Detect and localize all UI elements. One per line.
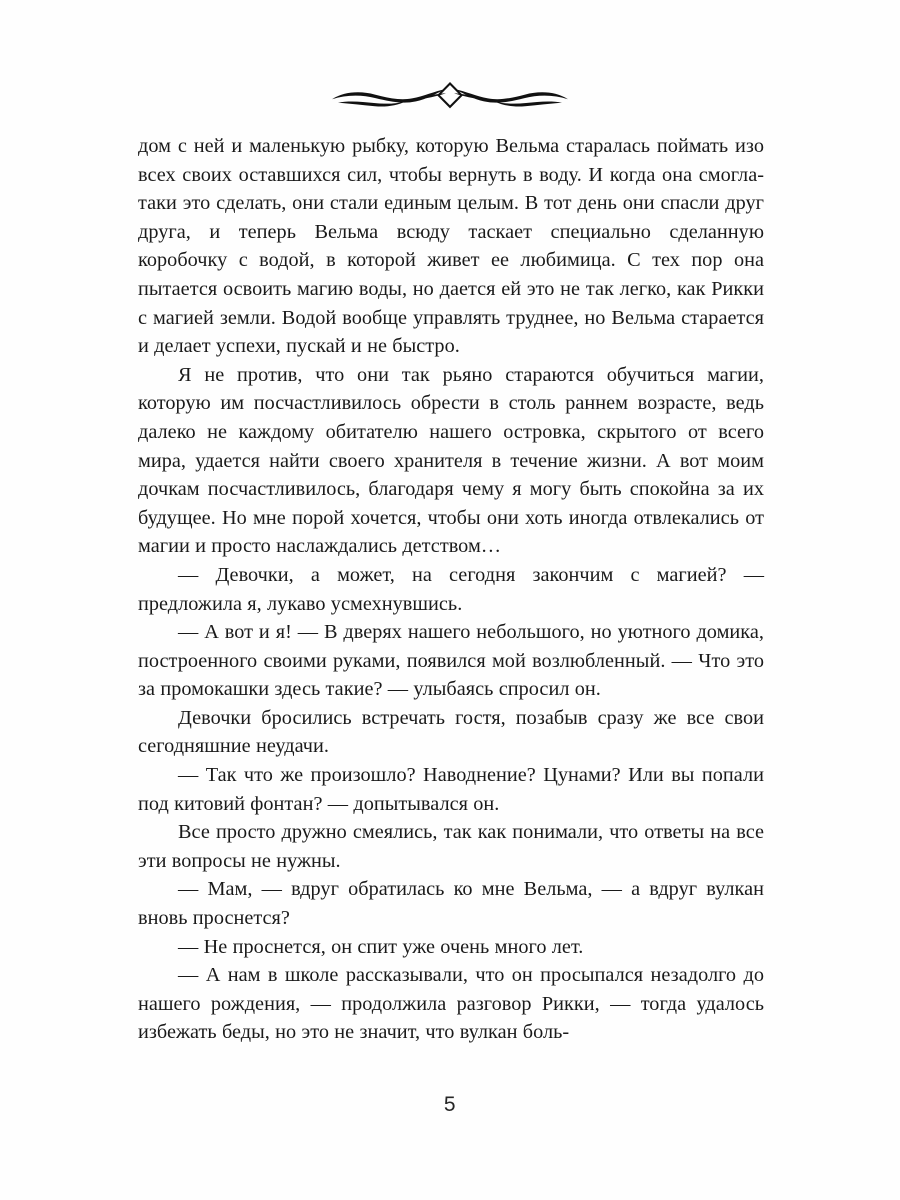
ornament-divider [0,72,900,118]
paragraph: — Девочки, а может, на сегодня закончим с магией? — предложила я, лукаво усмехнувшись. [138,563,764,615]
paragraph: Я не против, что они так рьяно стараются обучиться магии, которую им посчастливилось обрести в столь раннем возрасте, ведь далеко не каждому обитателю нашего островка, скрытого от всего мира, удается найти своего хранителя в течение жизни. А вот моим дочкам посчастливилось, благодаря чему я могу быть спокойна за их будущее. Но мне порой хочется, чтобы они хоть иногда отвлекались от магии и просто наслаждались детством… [138,363,764,558]
paragraph: Девочки бросились встречать гостя, позабыв сразу же все свои сегодняшние неудачи. [138,706,764,758]
diamond-icon [439,84,462,107]
flourish-icon [330,78,570,112]
body-text [138,132,764,1047]
paragraph: Все просто дружно смеялись, так как понимали, что ответы на все эти вопросы не нужны. [138,821,764,872]
page-number: 5 [443,1093,457,1116]
paragraph: дом с ней и маленькую рыбку, которую Вельма старалась поймать изо всех своих оставшихся сил, чтобы вернуть в воду. И когда она смогла-таки это сделать, они стали единым целым. В тот день они спасли друг друга, и теперь Вельма всюду таскает специально сделанную коробочку с водой, в которой живет ее любимица. С тех пор она пытается освоить магию воды, но дается ей это не так легко, как Рикки с магией земли. Водой вообще управлять труднее, но Вельма старается и делает успехи, пускай и не быстро. [138,135,764,358]
paragraph: — Так что же произошло? Наводнение? Цунами? Или вы попали под китовий фонтан? — допытывался он. [138,764,764,815]
paragraph: — А нам в школе рассказывали, что он просыпался незадолго до нашего рождения, — продолжила разговор Рикки, — тогда удалось избежать беды, но это не значит, что вулкан боль- [138,964,764,1044]
paragraph: — А вот и я! — В дверях нашего небольшого, но уютного домика, построенного своими руками, появился мой возлюбленный. — Что это за промокашки здесь такие? — улыбаясь спросил он. [138,621,764,701]
paragraph: — Не проснется, он спит уже очень много лет. [178,935,584,958]
paragraph: — Мам, — вдруг обратилась ко мне Вельма, — а вдруг вулкан вновь проснется? [138,878,764,930]
